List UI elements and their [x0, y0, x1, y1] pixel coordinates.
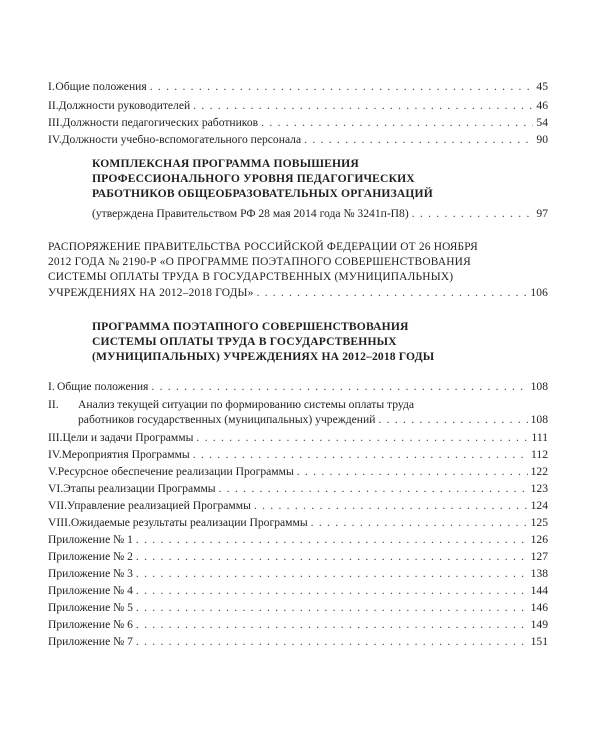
entry-page-number: 108 [530, 413, 548, 426]
dot-leader [311, 516, 528, 530]
dot-leader [193, 448, 528, 462]
dot-leader [136, 550, 528, 564]
entry-title: Приложение № 7 [48, 635, 133, 648]
entry-number: I. [48, 80, 55, 93]
toc-entry [48, 482, 548, 496]
entry-number: IV. [48, 133, 62, 146]
entry-title: Приложение № 5 [48, 601, 133, 614]
dot-leader [196, 431, 528, 445]
toc-entry [48, 380, 548, 394]
toc-entry [48, 448, 548, 462]
entry-title: (утверждена Правительством РФ 28 мая 2014 года № 3241п-П8) [92, 207, 409, 220]
entry-page-number: 138 [530, 567, 548, 580]
toc-entry [48, 398, 548, 412]
entry-title: Ресурсное обеспечение реализации Программы [57, 465, 294, 478]
appendix-entry [48, 618, 548, 632]
entry-number: IV. [48, 448, 62, 461]
entry-number: III. [48, 431, 63, 444]
entry-page-number: 54 [536, 116, 548, 129]
entry-page-number: 125 [530, 516, 548, 529]
dot-leader [136, 584, 528, 598]
toc-entry [48, 99, 548, 113]
program-heading [92, 319, 434, 364]
appendix-entry [48, 550, 548, 564]
heading-line: ПРОФЕССИОНАЛЬНОГО УРОВНЯ ПЕДАГОГИЧЕСКИХ [92, 172, 415, 185]
entry-title: Должности руководителей [58, 99, 191, 112]
entry-title: Этапы реализации Программы [63, 482, 216, 495]
entry-title: Приложение № 1 [48, 533, 133, 546]
heading-line: СИСТЕМЫ ОПЛАТЫ ТРУДА В ГОСУДАРСТВЕННЫХ [92, 335, 397, 348]
entry-page-number: 127 [530, 550, 548, 563]
order-line: РАСПОРЯЖЕНИЕ ПРАВИТЕЛЬСТВА РОССИЙСКОЙ ФЕДЕРАЦИИ ОТ 26 НОЯБРЯ [48, 241, 478, 253]
dot-leader [254, 499, 528, 513]
entry-page-number: 108 [530, 380, 548, 393]
order-line: СИСТЕМЫ ОПЛАТЫ ТРУДА В ГОСУДАРСТВЕННЫХ (МУНИЦИПАЛЬНЫХ) [48, 271, 454, 284]
dot-leader [219, 482, 528, 496]
appendix-entry [48, 635, 548, 649]
entry-page-number: 112 [531, 448, 548, 461]
entry-page-number: 146 [530, 601, 548, 614]
entry-number: V. [48, 465, 58, 478]
dot-leader [297, 465, 528, 479]
dot-leader [261, 116, 533, 130]
entry-title: Приложение № 2 [48, 550, 133, 563]
entry-number: I. [48, 380, 55, 393]
entry-page-number: 122 [530, 465, 548, 478]
toc-entry [48, 499, 548, 513]
entry-page-number: 106 [530, 286, 548, 299]
toc-entry [48, 431, 548, 445]
dot-leader [193, 99, 533, 113]
entry-title: Общие положения [57, 380, 149, 393]
complex-program-heading [92, 156, 433, 201]
entry-page-number: 97 [536, 207, 548, 220]
appendix-entry [48, 533, 548, 547]
entry-page-number: 126 [530, 533, 548, 546]
order-last-line [48, 286, 548, 301]
dot-leader [378, 413, 527, 427]
dot-leader [151, 380, 527, 394]
entry-page-number: 45 [536, 80, 548, 93]
dot-leader [412, 207, 534, 221]
dot-leader [136, 533, 528, 547]
entry-page-number: 111 [531, 431, 548, 444]
order-line: УЧРЕЖДЕНИЯХ НА 2012–2018 ГОДЫ» [48, 286, 254, 299]
entry-number: VII. [48, 499, 67, 512]
entry-title: Управление реализацией Программы [67, 499, 251, 512]
entry-page-number: 123 [530, 482, 548, 495]
entry-title: Мероприятия Программы [61, 448, 190, 461]
appendix-entry [48, 601, 548, 615]
dot-leader [150, 80, 534, 94]
entry-page-number: 149 [530, 618, 548, 631]
entry-title: Приложение № 3 [48, 567, 133, 580]
entry-number: II. [48, 398, 59, 411]
dot-leader [257, 286, 528, 301]
entry-title: Приложение № 6 [48, 618, 133, 631]
toc-entry [92, 207, 548, 221]
entry-page-number: 124 [530, 499, 548, 512]
order-line: 2012 ГОДА № 2190-Р «О ПРОГРАММЕ ПОЭТАПНОГО СОВЕРШЕНСТВОВАНИЯ [48, 256, 471, 269]
toc-entry [48, 465, 548, 479]
entry-title: Приложение № 4 [48, 584, 133, 597]
toc-entry [48, 80, 548, 94]
entry-number: VI. [48, 482, 64, 495]
entry-page-number: 144 [530, 584, 548, 597]
entry-title: Должности учебно-вспомогательного персонала [61, 133, 302, 146]
entry-number: VIII. [48, 516, 71, 529]
toc-entry [48, 516, 548, 530]
heading-line: ПРОГРАММА ПОЭТАПНОГО СОВЕРШЕНСТВОВАНИЯ [92, 320, 409, 333]
entry-title: Общие положения [55, 80, 147, 93]
entry-title: Цели и задачи Программы [62, 431, 194, 444]
dot-leader [304, 133, 533, 147]
dot-leader [136, 635, 528, 649]
toc-entry [48, 116, 548, 130]
appendix-entry [48, 567, 548, 581]
dot-leader [136, 618, 528, 632]
appendix-entry [48, 584, 548, 598]
entry-page-number: 90 [536, 133, 548, 146]
entry-number: III. [48, 116, 63, 129]
heading-line: КОМПЛЕКСНАЯ ПРОГРАММА ПОВЫШЕНИЯ [92, 157, 359, 170]
entry-number: II. [48, 99, 59, 112]
entry-page-number: 46 [536, 99, 548, 112]
dot-leader [136, 601, 528, 615]
entry-title: работников государственных (муниципальных) учреждений [78, 413, 376, 426]
government-order-entry [48, 240, 548, 301]
entry-title: Ожидаемые результаты реализации Программы [70, 516, 308, 529]
heading-line: РАБОТНИКОВ ОБЩЕОБРАЗОВАТЕЛЬНЫХ ОРГАНИЗАЦИЙ [92, 187, 433, 200]
toc-entry [48, 133, 548, 147]
entry-title: Анализ текущей ситуации по формированию системы оплаты труда [78, 398, 414, 411]
entry-title: Должности педагогических работников [62, 116, 259, 129]
toc-entry-continuation [78, 413, 548, 427]
dot-leader [136, 567, 528, 581]
entry-page-number: 151 [530, 635, 548, 648]
heading-line: (МУНИЦИПАЛЬНЫХ) УЧРЕЖДЕНИЯХ НА 2012–2018 ГОДЫ [92, 350, 435, 363]
